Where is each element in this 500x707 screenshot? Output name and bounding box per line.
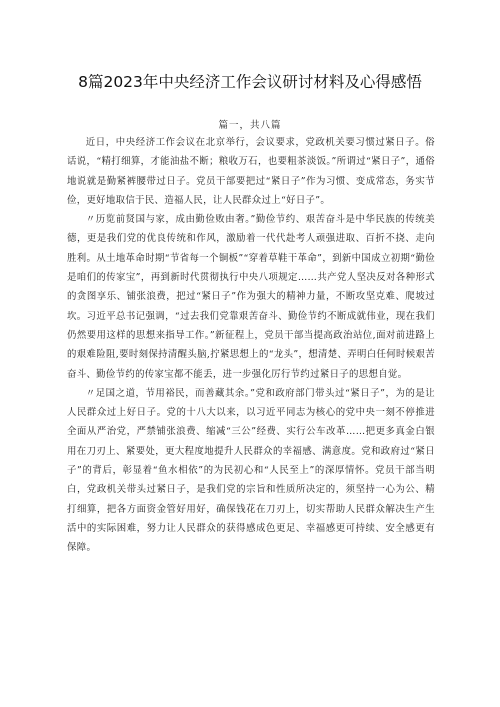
section-heading: 篇一，共八篇 (218, 120, 282, 131)
paragraph-1: 近日，中央经济工作会议在北京举行，会议要求，党政机关要习惯过紧日子。俗话说，“精打细算，才能油盐不断；粮收万石，也要粗茶淡饭。”所谓过“紧日子”，通俗地说就是勤紧裤腰带过日子。党员干部要把过“紧日子”作为习惯、变成常态，务实节俭，更好地取信于民、造福人民，让人民群众过上“好日子”。 (67, 137, 435, 206)
document-title: 8篇2023年中央经济工作会议研讨材料及心得感悟 (78, 73, 422, 91)
paragraph-2: 〃历览前贤国与家，成由勤俭败由奢。”勤俭节约、艰苦奋斗是中华民族的传统美德，更是我们党的优良传统和作风，激励着一代代赴考人顽强进取、百折不挠、走向胜利。从土地革命时期“节省每一个铜板”“穿着草鞋干革命”，到新中国成立初期“勤俭是咱们的传家宝”，再到新时代贯彻执行中央八项规定……共产党人坚决反对各种形式的贪图享乐、铺张浪费，把过“紧日子”作为强大的精神力量，不断攻坚克难、爬坡过坎。习近平总书记强调，“过去我们党靠艰苦奋斗、勤俭节约不断成就伟业，现在我们仍然要用这样的思想来指导工作。”新征程上，党员干部当提高政治站位,面对前进路上的艰难险阻,要时刻保持清醒头脑,拧紧思想上的“龙头”，想清楚、弄明白任何时候艰苦奋斗、勤俭节约的传家宝都不能丢，进一步强化厉行节约过紧日子的思想自觉。 (67, 214, 435, 380)
paragraph-3: 〃足国之道，节用裕民，而善藏其余。”党和政府部门带头过“紧日子”，为的是让人民群众过上好日子。党的十八大以来，以习近平同志为核心的党中央一刻不停推进全面从严治党，严禁铺张浪费、缩减“三公”经费、实行公车改革……把更多真金白银用在刀刃上、紧要处，更大程度地提升人民群众的幸福感、满意度。党和政府过“紧日子”的背后，彰显着“鱼水相依”的为民初心和“人民至上”的深厚情怀。党员干部当明白，党政机关带头过紧日子，是我们党的宗旨和性质所决定的，须坚持一心为公、精打细算，把各方面资金管好用好，确保钱花在刀刃上，切实帮助人民群众解决生产生活中的实际困难，努力让人民群众的获得感成色更足、幸福感更可持续、安全感更有保障。 (67, 387, 435, 554)
document-body (67, 133, 435, 558)
